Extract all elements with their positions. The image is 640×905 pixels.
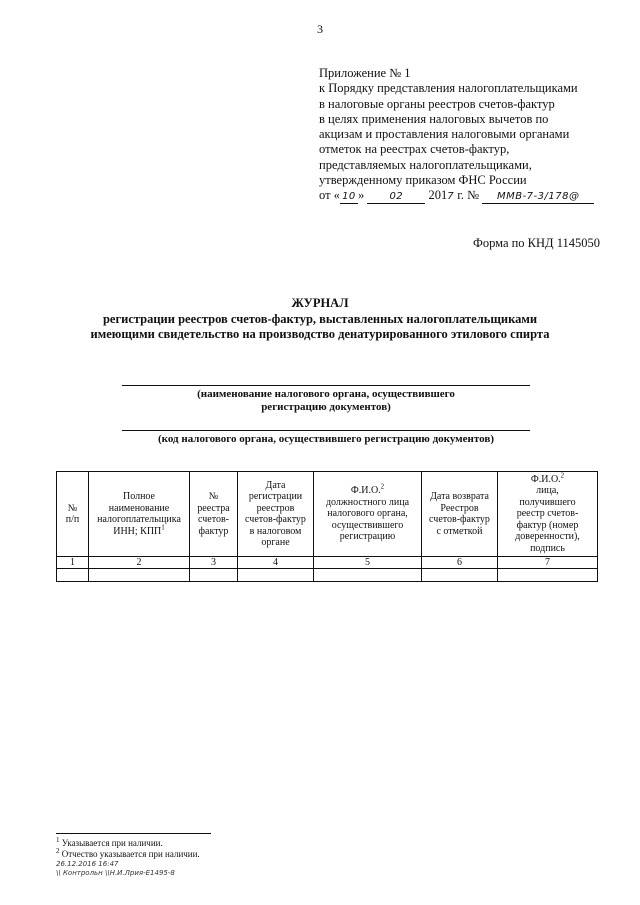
- date-day: 10: [340, 191, 358, 204]
- appendix-line: Приложение № 1: [319, 66, 411, 80]
- column-number: 3: [190, 557, 238, 569]
- column-number: 2: [89, 557, 190, 569]
- column-number: 7: [498, 557, 598, 569]
- journal-table: [56, 471, 598, 582]
- appendix-line: к Порядку представления налогоплательщиками: [319, 81, 578, 96]
- column-number-row: [57, 557, 598, 569]
- tax-authority-name-caption: (наименование налогового органа, осуществившего регистрацию документов): [197, 388, 455, 413]
- appendix-line: утвержденному приказом ФНС России: [319, 173, 527, 188]
- footnote-2: $^2$ Отчество указывается при наличии.: [56, 847, 200, 859]
- document-title: [40, 296, 600, 343]
- header-cell-number: № п/п: [57, 472, 89, 557]
- header-cell-registration-date: Дата регистрации реестров счетов-фактур в налоговом органе: [238, 472, 314, 557]
- tax-authority-code-caption: (код налогового органа, осуществившего регистрацию документов): [158, 433, 494, 445]
- appendix-line: в налоговые органы реестров счетов-фактур: [319, 96, 555, 111]
- column-number: 5: [314, 557, 422, 569]
- tax-authority-name-line: [122, 385, 530, 386]
- order-date-line: от « 10 » 02 2017 г. № ММВ-7-3/178@: [319, 188, 619, 204]
- appendix-header: [319, 66, 619, 205]
- column-number: 6: [422, 557, 498, 569]
- table-header-row: [57, 472, 598, 557]
- title-line-2: имеющими свидетельство на производство денатурированного этилового спирта: [90, 327, 550, 341]
- footnotes: [56, 838, 200, 860]
- registration-stamp: 26.12.2016 16:47 \\ Контрольн \\Н.И.Лрия-Е1495-8: [56, 860, 175, 877]
- table-row-empty: [57, 569, 598, 582]
- title-main: ЖУРНАЛ: [291, 296, 349, 310]
- header-cell-recipient: Ф.И.О.$^2$ лица, получившего реестр счетов- фактур (номер доверенности), подпись: [498, 472, 598, 557]
- header-cell-return-date: Дата возврата Реестров счетов-фактур с отметкой: [422, 472, 498, 557]
- column-number: 4: [238, 557, 314, 569]
- appendix-line: представляемых налогоплательщиками,: [319, 157, 532, 172]
- column-number: 1: [57, 557, 89, 569]
- header-cell-taxpayer: Полное наименование налогоплательщика ИНН; КПП$^1$: [89, 472, 190, 557]
- page-number: 3: [317, 22, 323, 36]
- tax-authority-code-line: [122, 430, 530, 431]
- appendix-line: акцизам и проставления налоговыми органами: [319, 127, 570, 142]
- appendix-line: отметок на реестрах счетов-фактур,: [319, 142, 510, 157]
- footnote-1: $^1$ Указывается при наличии.: [56, 836, 163, 848]
- date-month: 02: [367, 191, 425, 204]
- order-number: ММВ-7-3/178@: [482, 191, 594, 204]
- appendix-line: в целях применения налоговых вычетов по: [319, 111, 549, 126]
- header-cell-registry-number: № реестра счетов- фактур: [190, 472, 238, 557]
- date-year-digit: 7: [447, 191, 455, 203]
- header-cell-official-name: Ф.И.О.$^2$ должностного лица налогового органа, осуществившего регистрацию: [314, 472, 422, 557]
- form-code: Форма по КНД 1145050: [472, 236, 600, 250]
- footnote-separator: [56, 833, 211, 834]
- title-line-1: регистрации реестров счетов-фактур, выставленных налогоплательщиками: [102, 311, 538, 326]
